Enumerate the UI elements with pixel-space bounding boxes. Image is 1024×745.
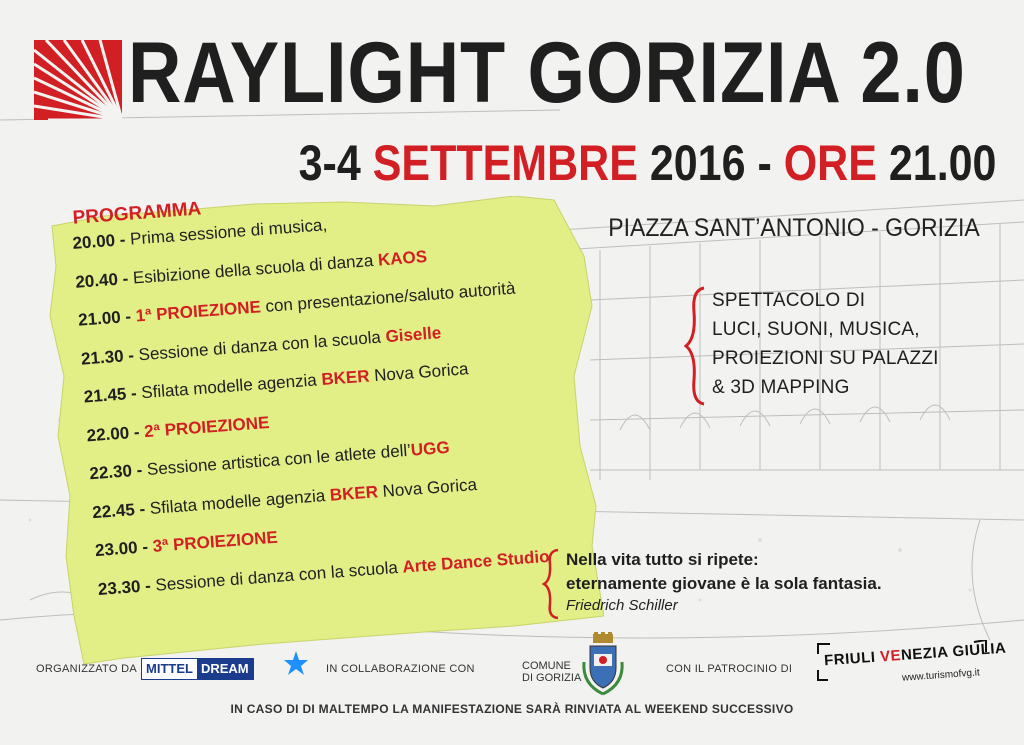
date-month: SETTEMBRE	[372, 135, 638, 191]
mitteldream-logo	[141, 658, 254, 680]
event-venue: PIAZZA SANT’ANTONIO - GORIZIA	[608, 214, 980, 242]
program-text: Sessione artistica con le atlete dell’	[141, 440, 412, 480]
dream-text: DREAM	[197, 659, 253, 679]
star-icon	[283, 650, 309, 676]
program-time: 20.40 -	[74, 268, 129, 292]
comune-line-2: DI GORIZIA	[522, 672, 582, 684]
program-highlight: UGG	[410, 437, 451, 460]
red-brace-icon	[684, 286, 708, 406]
program-highlight: BKER	[320, 366, 371, 390]
program-highlight: Giselle	[384, 322, 442, 346]
program-time: 21.45 -	[83, 383, 138, 407]
collaboration-label: IN COLLABORAZIONE CON	[326, 663, 475, 675]
mittel-text: MITTEL	[142, 659, 197, 679]
date-ore: ORE	[783, 135, 877, 191]
sponsors-row	[0, 630, 1024, 700]
program-highlight: 1ª PROIEZIONE	[135, 297, 262, 326]
program-text: Esibizione della scuola di danza	[127, 250, 379, 288]
program-time: 20.00 -	[71, 230, 127, 253]
program-time: 21.00 -	[77, 306, 132, 330]
gorizia-crest-icon	[580, 632, 626, 696]
program-list	[70, 170, 619, 618]
date-year: 2016 -	[637, 135, 784, 191]
quote-line-1: Nella vita tutto si ripete:	[566, 550, 759, 569]
fvg-url: www.turismofvg.it	[901, 667, 981, 684]
organized-by-label: ORGANIZZATO DA	[36, 663, 137, 675]
program-highlight: 2ª PROIEZIONE	[143, 412, 270, 441]
program-text: Sessione di danza con la scuola	[150, 557, 404, 595]
date-time: 21.00	[876, 135, 996, 191]
program-time: 22.00 -	[86, 422, 141, 445]
program-highlight: 3ª PROIEZIONE	[151, 527, 279, 556]
comune-line-1: COMUNE	[522, 660, 571, 672]
program-note	[44, 196, 604, 666]
program-text-after: Nova Gorica	[368, 359, 470, 386]
program-time: 23.00 -	[94, 537, 149, 561]
raylight-sunburst-logo	[34, 40, 122, 120]
spectacle-line: LUCI, SUONI, MUSICA,	[712, 319, 920, 340]
friuli-venezia-giulia-logo	[814, 639, 1007, 686]
quote-author: Friedrich Schiller	[566, 597, 678, 614]
event-date	[298, 135, 996, 191]
quote-line-2: eternamente giovane è la sola fantasia.	[566, 574, 882, 593]
comune-label	[522, 660, 581, 684]
program-highlight: Arte Dance Studio	[401, 546, 551, 577]
spectacle-line: PROIEZIONI SU PALAZZI	[712, 348, 939, 369]
program-highlight: KAOS	[377, 246, 428, 270]
event-title: RAYLIGHT GORIZIA 2.0	[128, 25, 966, 121]
program-time: 22.30 -	[88, 460, 144, 484]
spectacle-line: SPETTACOLO DI	[712, 290, 866, 311]
patronage-label: CON IL PATROCINIO DI	[666, 663, 793, 675]
spectacle-line: & 3D MAPPING	[712, 377, 850, 398]
program-time: 22.45 -	[91, 498, 146, 522]
program-time: 21.30 -	[80, 345, 135, 369]
weather-notice: IN CASO DI DI MALTEMPO LA MANIFESTAZIONE SARÀ RINVIATA AL WEEKEND SUCCESSIVO	[230, 702, 794, 716]
fvg-word-a: FRIULI	[823, 648, 881, 670]
program-time: 23.30 -	[97, 575, 152, 599]
program-heading: PROGRAMMA	[71, 198, 202, 229]
program-text: con presentazione/saluto autorità	[260, 278, 516, 317]
program-text: Sessione di danza con la scuola	[133, 326, 387, 365]
program-text: Sfilata modelle agenzia	[144, 485, 331, 518]
fvg-word-c: NEZIA GIULIA	[900, 639, 1007, 664]
program-text-after: Nova Gorica	[377, 474, 478, 501]
fvg-word-b: VE	[879, 647, 902, 666]
date-days: 3-4	[298, 135, 373, 191]
program-text: Prima sessione di musica,	[124, 215, 328, 250]
program-text: Sfilata modelle agenzia	[135, 370, 323, 403]
program-highlight: BKER	[329, 481, 379, 505]
red-brace-icon	[542, 548, 562, 620]
